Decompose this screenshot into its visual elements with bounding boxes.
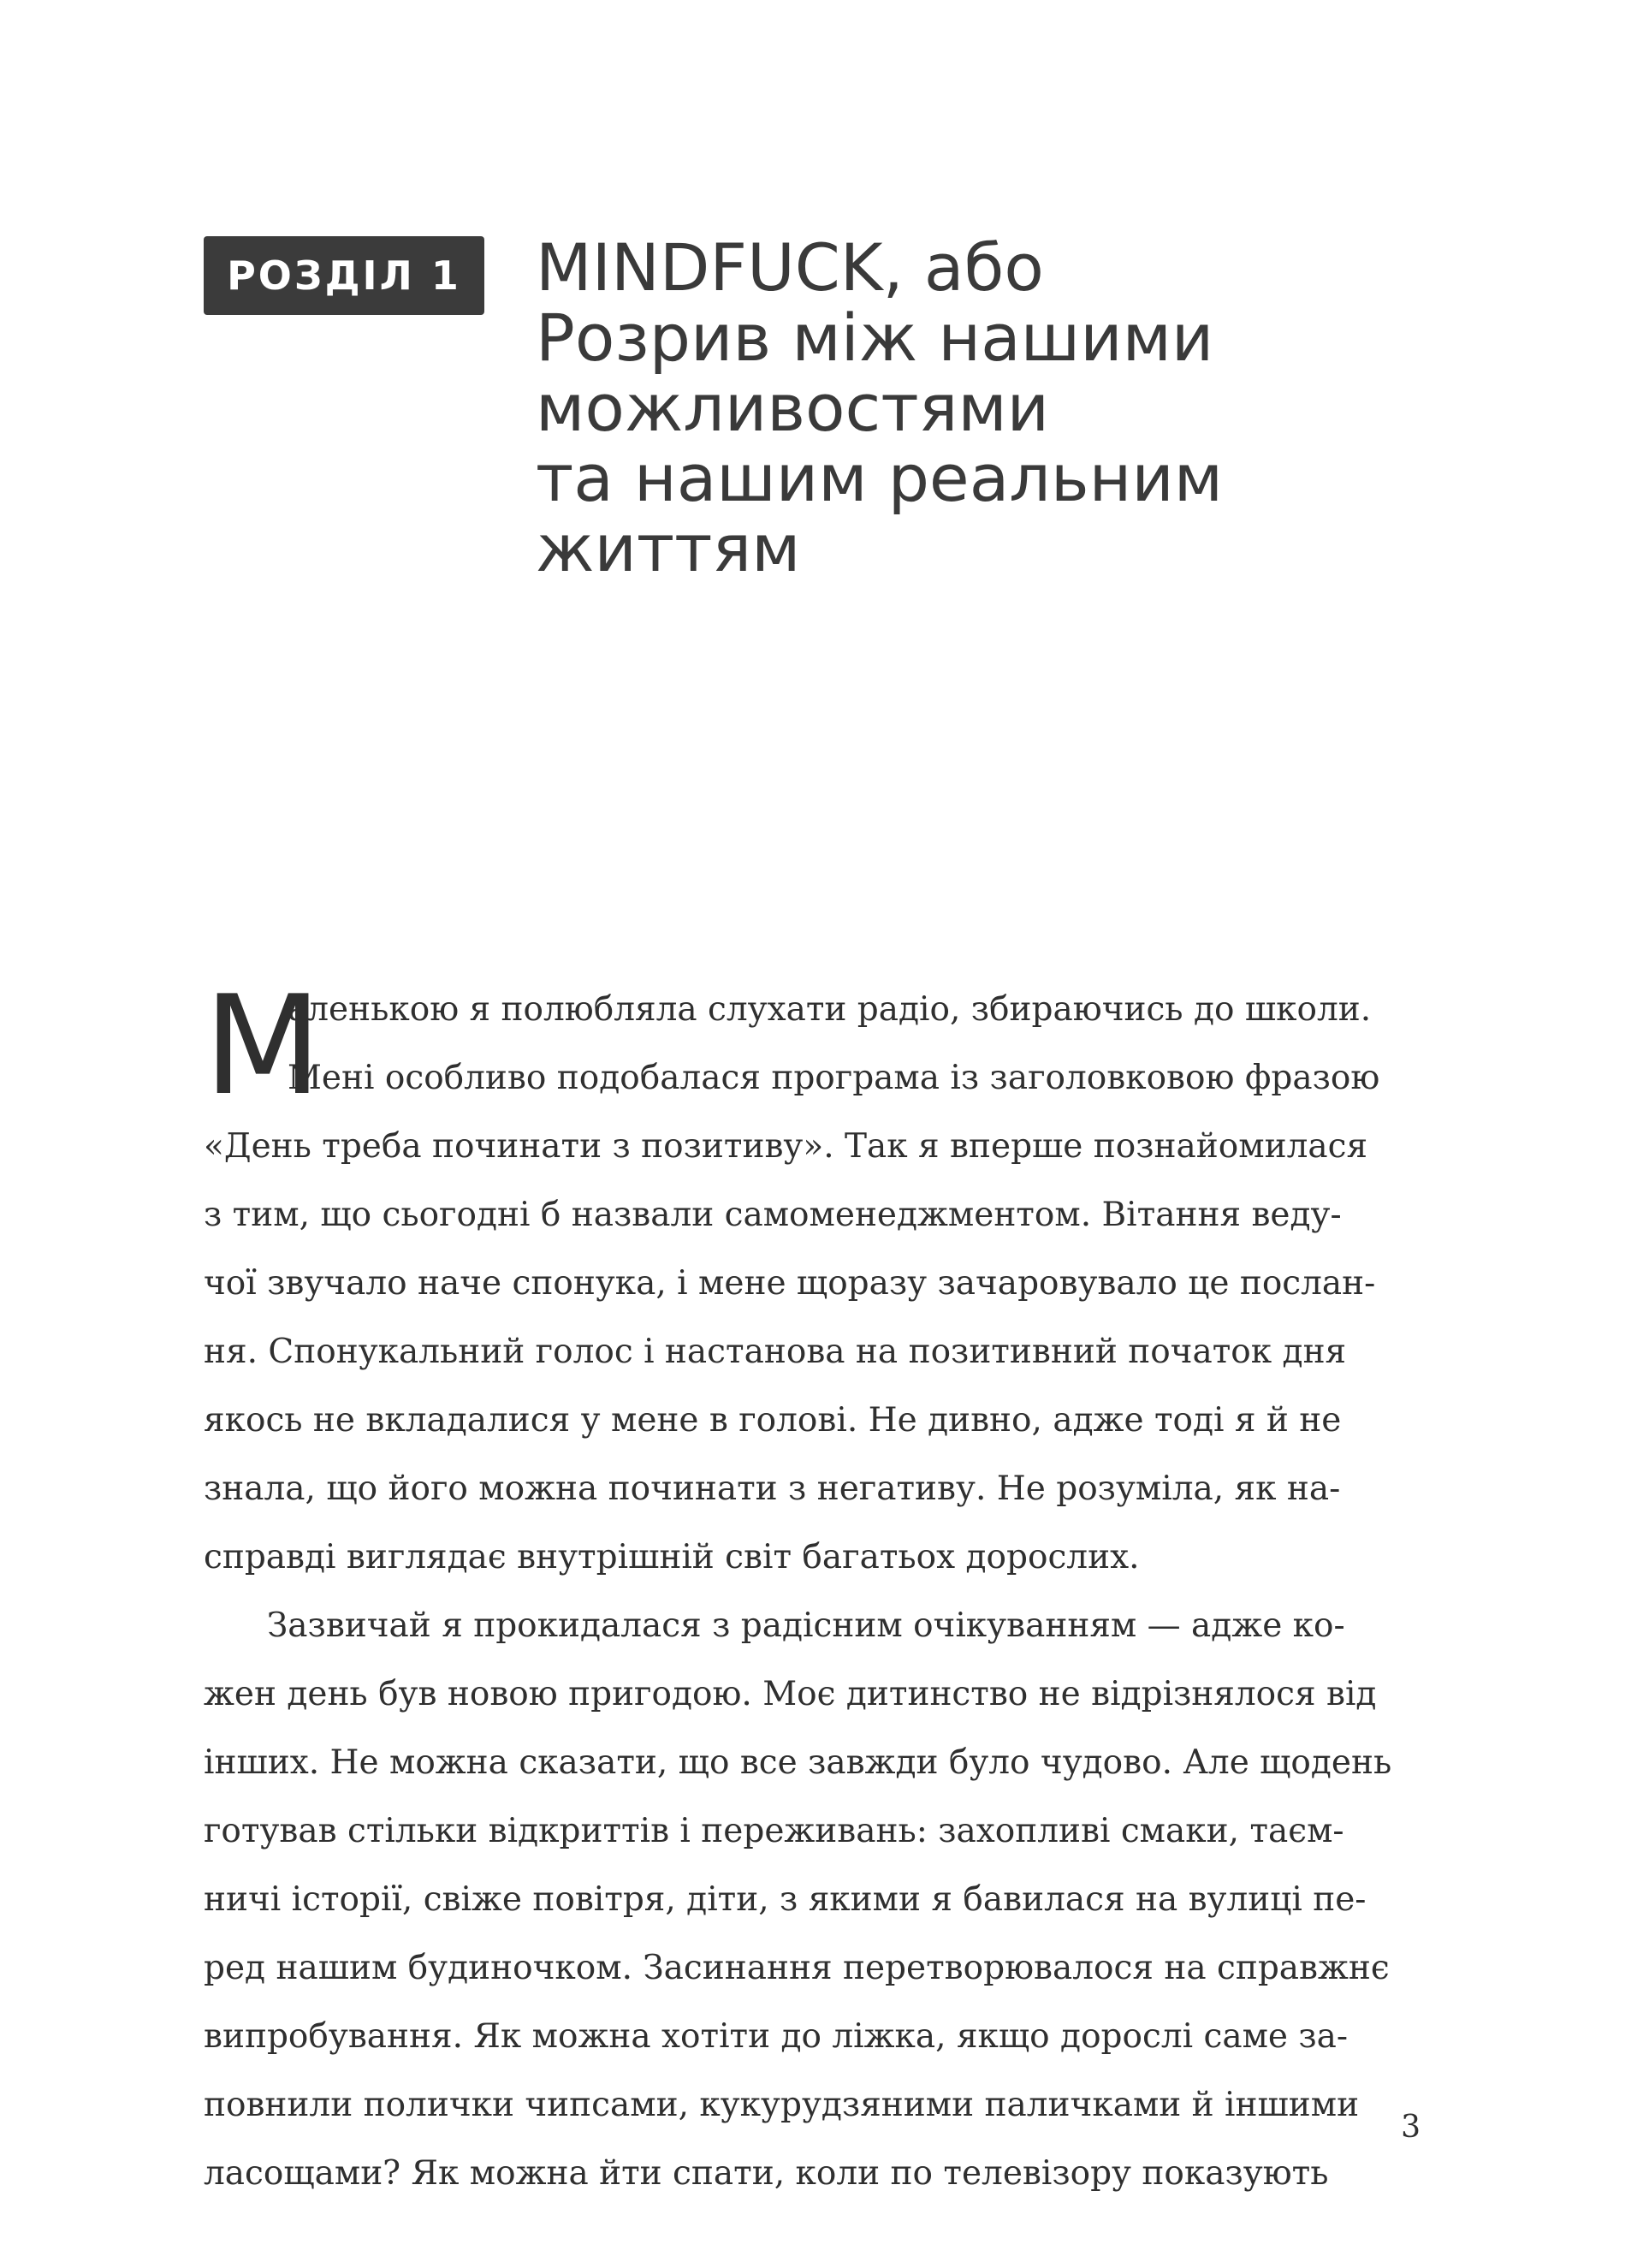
text-line: Зазвичай я прокидалася з радісним очікуванням — адже ко- (267, 1606, 1345, 1645)
text-line: ничі історії, свіже повітря, діти, з якими я бавилася на вулиці пе- (204, 1880, 1367, 1919)
text-line: справді виглядає внутрішній світ багатьох дорослих. (204, 1538, 1140, 1576)
paragraph-2 (204, 1592, 1419, 2208)
text-line: Мені особливо подобалася програма із заголовковою фразою (288, 1059, 1380, 1097)
chapter-label-badge: РОЗДІЛ 1 (204, 236, 484, 315)
chapter-title-line: можливостями (536, 370, 1050, 446)
text-line: ня. Спонукальний голос і настанова на позитивний початок дня (204, 1333, 1347, 1371)
text-line: «День треба починати з позитиву». Так я вперше познайомилася (204, 1127, 1368, 1166)
chapter-title (536, 229, 1443, 586)
page-number: 3 (1401, 2110, 1421, 2145)
text-line: жен день був новою пригодою. Моє дитинство не відрізнялося від (204, 1675, 1377, 1713)
chapter-title-line: MINDFUCK, або (536, 229, 1044, 306)
chapter-title-line: Розрив між нашими (536, 300, 1214, 376)
paragraph-1 (204, 965, 1419, 1592)
text-line: знала, що його можна починати з негативу. Не розуміла, як на- (204, 1469, 1341, 1508)
body-text (204, 965, 1419, 2208)
chapter-title-line: життям (536, 510, 801, 586)
text-line: готував стільки відкриттів і переживань: захопливі смаки, таєм- (204, 1812, 1344, 1850)
text-line: якось не вкладалися у мене в голові. Не дивно, адже тоді я й не (204, 1401, 1342, 1440)
text-line: ред нашим будиночком. Засинання перетворювалося на справжнє (204, 1949, 1390, 1987)
text-line: інших. Не можна сказати, що все завжди було чудово. Але щодень (204, 1743, 1392, 1782)
drop-cap: М (204, 965, 323, 1125)
text-line: з тим, що сьогодні б назвали самоменеджментом. Вітання веду- (204, 1196, 1342, 1234)
chapter-title-line: та нашим реальним (536, 440, 1224, 516)
text-line: випробування. Як можна хотіти до ліжка, якщо дорослі саме за- (204, 2017, 1349, 2056)
text-line: повнили полички чипсами, кукурудзяними паличками й іншими (204, 2086, 1360, 2124)
text-line: ласощами? Як можна йти спати, коли по телевізору показують (204, 2154, 1329, 2193)
text-line: аленькою я полюбляла слухати радіо, збираючись до школи. (288, 990, 1372, 1029)
text-line: чої звучало наче спонука, і мене щоразу зачаровувало це послан- (204, 1264, 1376, 1303)
